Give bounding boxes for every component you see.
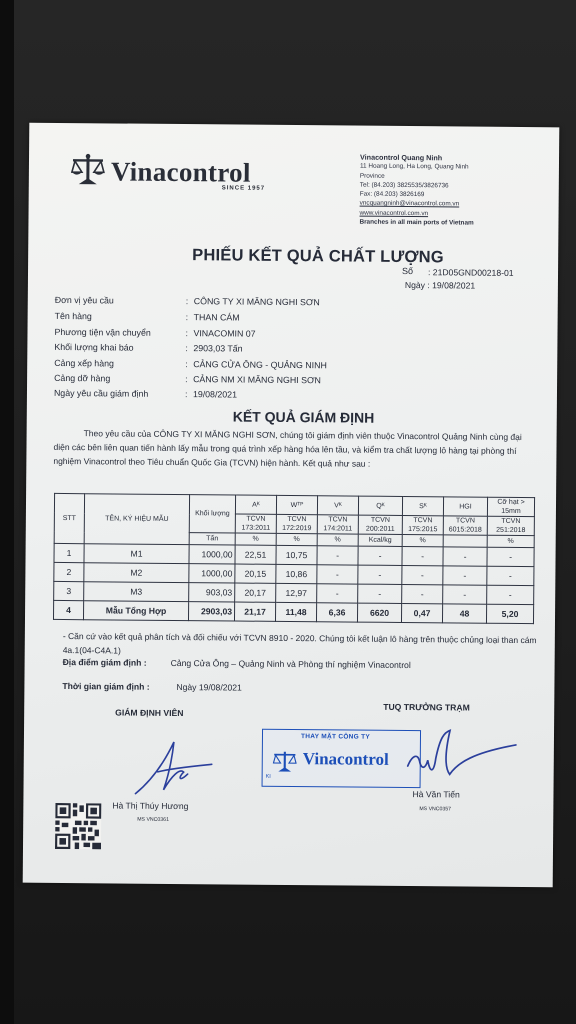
cell-grain-size: 5,20 [486, 604, 533, 623]
certificate-number: : 21D05GND00218-01 [427, 267, 514, 278]
info-value: CÔNG TY XI MĂNG NGHI SƠN [193, 296, 320, 308]
inspection-time-label: Thời gian giám định : [62, 681, 150, 692]
cell-weight: 1000,00 [189, 545, 235, 564]
cell-weight: 2903,03 [188, 602, 234, 621]
station-head-id: MS VNC0357 [419, 806, 452, 813]
cell-stt: 1 [54, 543, 84, 562]
intro-paragraph: Theo yêu cầu của CÔNG TY XI MĂNG NGHI SƠN, chúng tôi giám định viên thuộc Vinacontrol Quảng Ninh cùng đại diện các bên liên quan tiến hành lấy mẫu trong quá trình xếp hàng hóa lên tầu, và kiểm tra chất lượng lô hàng tại phòng thí nghiệm Vinacontrol theo Tiêu chuẩn Quốc Gia (TCVN) hiện hành. Kết quả như sau : [53, 428, 522, 469]
column-header-moisture: Wᵀᴾ [276, 495, 317, 514]
issue-date: Ngày : 19/08/2021 [404, 279, 476, 291]
cell-calorific: 6620 [357, 603, 401, 622]
inspector-signature-icon [127, 732, 218, 803]
cell-moisture: 12,97 [276, 583, 317, 602]
stamp-caption: THAY MẶT CÔNG TY [300, 733, 371, 741]
certificate-number-label: Số [402, 265, 414, 277]
column-unit: Kcal/kg [358, 534, 402, 546]
cell-ash: 22,51 [235, 545, 276, 564]
cell-weight: 903,03 [189, 583, 235, 602]
cell-sulfur: - [402, 565, 443, 584]
info-label: Khối lượng khai báo [54, 341, 134, 353]
cell-stt: 2 [54, 562, 84, 581]
cell-calorific: - [358, 584, 402, 603]
quality-certificate-document [23, 123, 560, 888]
info-label: Đơn vị yêu cầu [54, 294, 114, 306]
cell-ash: 21,17 [234, 602, 275, 621]
cell-stt: 3 [54, 581, 84, 600]
stamp-company-name: Vinacontrol [302, 749, 389, 769]
info-value: THAN CÁM [193, 312, 240, 323]
fax: Fax: (84.203) 3826169 [359, 190, 425, 199]
info-value: CẢNG CỬA ÔNG - QUẢNG NINH [193, 359, 327, 371]
column-standard: TCVN 173:2011 [235, 514, 276, 533]
address-line: Province [359, 172, 385, 180]
info-value: 2903,03 Tấn [193, 343, 243, 354]
column-header-hgi: HGI [443, 497, 487, 516]
cell-ash: 20,15 [235, 564, 276, 583]
cell-volatile: - [317, 584, 358, 603]
cell-grain-size: - [487, 566, 534, 585]
inspector-title: GIÁM ĐỊNH VIÊN [115, 707, 184, 719]
info-colon: : [184, 389, 188, 400]
info-colon: : [185, 359, 188, 370]
website-link: www.vinacontrol.com.vn [359, 209, 429, 217]
info-colon: : [185, 296, 189, 307]
cell-sulfur: - [402, 546, 443, 565]
column-unit [443, 535, 487, 547]
column-header-calorific: Qᴷ [358, 496, 402, 515]
column-unit: % [402, 534, 443, 546]
screen-edge [0, 0, 14, 1024]
column-standard: TCVN 6015:2018 [443, 516, 487, 535]
column-header-sulfur: Sᴷ [402, 496, 443, 515]
cell-sample-name: M3 [84, 582, 189, 602]
cell-calorific: - [358, 565, 402, 584]
cell-volatile: - [317, 565, 358, 584]
cell-sample-name: Mẫu Tổng Hợp [83, 601, 188, 621]
cell-hgi: - [443, 566, 487, 585]
info-label: Tên hàng [54, 310, 92, 322]
column-header-grain-size: Cỡ hạt > 15mm [487, 497, 534, 516]
station-head-title: TUQ TRƯỞNG TRẠM [383, 701, 470, 713]
cell-calorific: - [358, 546, 402, 565]
info-colon: : [185, 328, 188, 339]
cell-moisture: 10,86 [276, 564, 317, 583]
column-unit: Tấn [189, 533, 235, 545]
station-head-name: Hà Văn Tiến [412, 789, 460, 800]
info-colon: : [185, 343, 188, 354]
inspector-name: Hà Thị Thúy Hương [112, 800, 189, 812]
info-label: Cảng dỡ hàng [54, 372, 111, 384]
column-unit: % [487, 535, 534, 547]
column-standard: TCVN 172:2019 [276, 514, 317, 533]
cell-stt: 4 [53, 600, 83, 619]
column-header-weight: Khối lượng [189, 495, 235, 533]
location-value: Cảng Cửa Ông – Quảng Ninh và Phòng thí nghiệm Vinacontrol [170, 657, 411, 671]
column-standard: TCVN 174:2011 [317, 515, 358, 534]
cell-sulfur: 0,47 [401, 603, 442, 622]
column-unit: % [235, 533, 276, 545]
cell-hgi: - [443, 547, 487, 566]
qr-code-icon [55, 803, 101, 849]
stamp-mark: KI [265, 773, 271, 780]
cell-sample-name: M2 [84, 563, 189, 583]
address-line: 11 Hoang Long, Ha Long, Quang Ninh [359, 162, 469, 171]
telephone: Tel: (84.203) 3825535/3826736 [359, 181, 449, 190]
cell-sulfur: - [402, 584, 443, 603]
location-label: Địa điểm giám định : [62, 657, 147, 668]
cell-weight: 1000,00 [189, 564, 235, 583]
cell-moisture: 11,48 [275, 602, 316, 621]
column-unit: % [276, 533, 317, 545]
inspection-time-value: Ngày 19/08/2021 [176, 682, 242, 693]
column-header-volatile: Vᴷ [317, 496, 358, 515]
info-value: CẢNG NM XI MĂNG NGHI SƠN [193, 374, 321, 386]
stamp-scales-icon [273, 749, 297, 773]
info-colon: : [185, 312, 189, 323]
cell-volatile: - [317, 546, 358, 565]
cell-grain-size: - [487, 547, 534, 566]
conclusion-text: - Căn cứ vào kết quả phân tích và đối chiếu với TCVN 8910 - 2020. Chúng tôi kết luận lô hàng trên thuộc chủng loại than cám 4a.1(04-C4A.1) [62, 631, 537, 656]
column-header-stt: STT [54, 493, 84, 543]
column-standard: TCVN 251:2018 [487, 516, 534, 535]
company-contact-block [359, 153, 474, 228]
logo-since-text: SINCE 1957 [221, 185, 266, 192]
branches-note: Branches in all main ports of Vietnam [359, 218, 474, 227]
cell-hgi: 48 [442, 604, 486, 623]
column-unit: % [317, 534, 358, 546]
cell-volatile: 6,36 [316, 603, 357, 622]
info-value: 19/08/2021 [192, 389, 238, 400]
column-header-sample-name: TÊN, KÝ HIỆU MẪU [84, 494, 189, 545]
inspector-id: MS VNC0361 [137, 816, 169, 823]
info-value: VINACOMIN 07 [193, 328, 256, 339]
scales-logo-icon [71, 153, 105, 185]
email-link: vncquangninh@vinacontrol.com.vn [359, 200, 460, 208]
info-label: Ngày yêu cầu giám định [53, 387, 149, 399]
cell-sample-name: M1 [84, 544, 189, 564]
section-title: KẾT QUẢ GIÁM ĐỊNH [232, 408, 375, 426]
cell-hgi: - [443, 585, 487, 604]
column-header-ash: Aᴷ [235, 495, 276, 514]
info-label: Phương tiện vận chuyển [54, 326, 151, 338]
table-row-total [53, 600, 533, 623]
company-branch-name: Vinacontrol Quang Ninh [359, 152, 443, 163]
company-logo-text: Vinacontrol [110, 156, 251, 188]
cell-moisture: 10,75 [276, 545, 317, 564]
info-label: Cảng xếp hàng [54, 357, 114, 369]
document-title: PHIẾU KẾT QUẢ CHẤT LƯỢNG [192, 246, 444, 267]
info-colon: : [185, 374, 188, 385]
column-standard: TCVN 200:2011 [358, 515, 402, 534]
station-head-signature-icon [394, 722, 525, 787]
results-table [53, 493, 535, 624]
column-standard: TCVN 175:2015 [402, 515, 443, 534]
cell-ash: 20,17 [235, 583, 276, 602]
cell-grain-size: - [487, 585, 534, 604]
